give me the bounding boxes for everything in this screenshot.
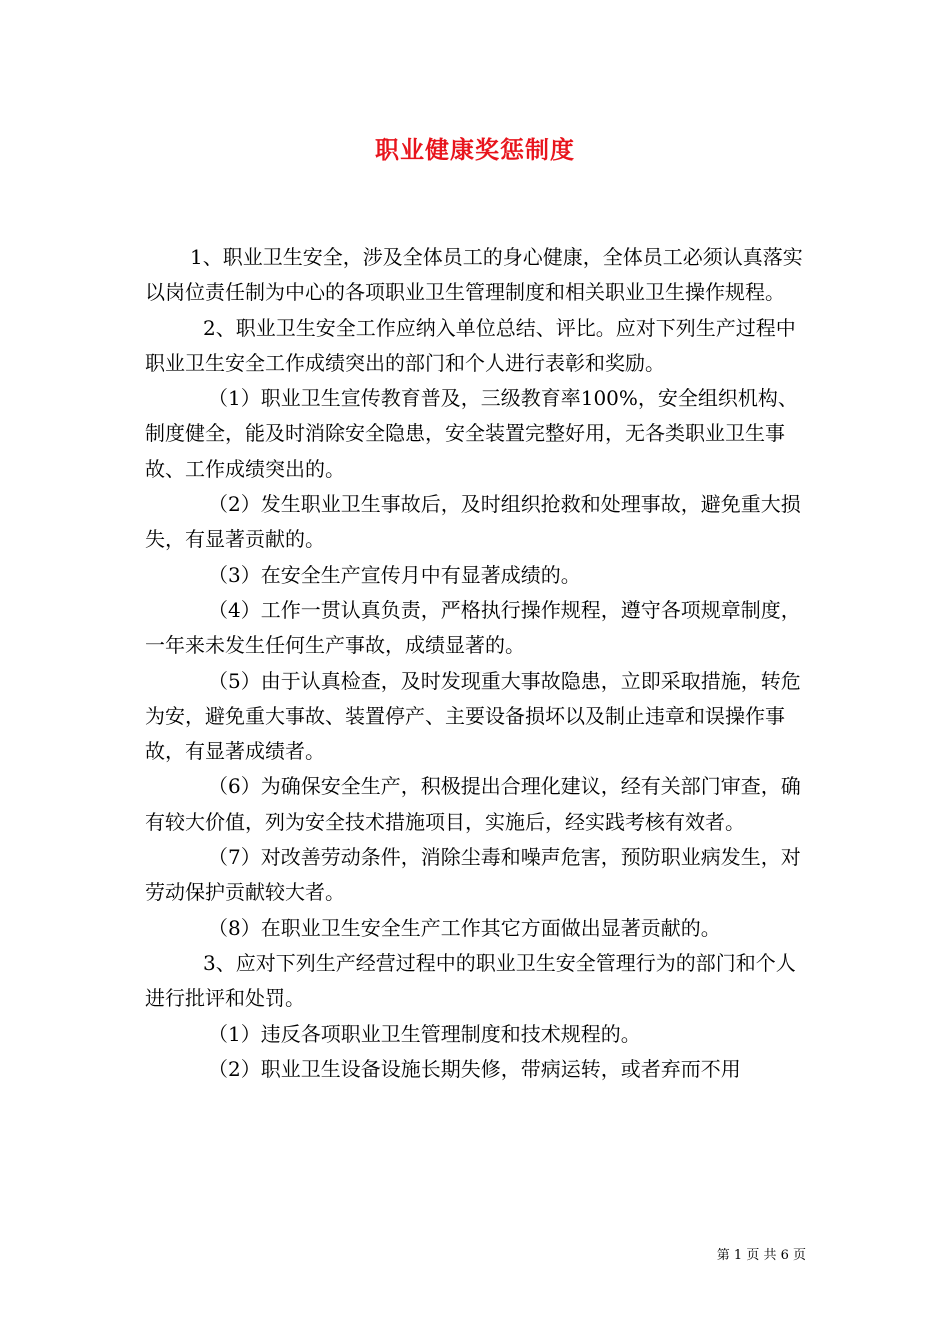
paragraph-3-item-2: （2）职业卫生设备设施长期失修，带病运转，或者弃而不用 (208, 1056, 741, 1081)
paragraph-2-item-8: （8）在职业卫生安全生产工作其它方面做出显著贡献的。 (208, 915, 721, 940)
paragraph-2-item-3: （3）在安全生产宣传月中有显著成绩的。 (208, 562, 581, 587)
paragraph-3: 3、应对下列生产经营过程中的职业卫生安全管理行为的部门和个人进行批评和处罚。 (145, 950, 796, 1011)
paragraph-2: 2、职业卫生安全工作应纳入单位总结、评比。应对下列生产过程中职业卫生安全工作成绩突出的部门和个人进行表彰和奖励。 (145, 315, 796, 375)
paragraph-3-item-1: （1）违反各项职业卫生管理制度和技术规程的。 (208, 1021, 641, 1046)
document-body (145, 240, 807, 1087)
paragraph-2-item-4: （4）工作一贯认真负责，严格执行操作规程，遵守各项规章制度，一年来未发生任何生产事故，成绩显著的。 (145, 597, 801, 658)
paragraph-2-item-5: （5）由于认真检查，及时发现重大事故隐患，立即采取措施，转危为安，避免重大事故、装置停产、主要设备损坏以及制止违章和误操作事故，有显著成绩者。 (145, 668, 801, 764)
document-title: 职业健康奖惩制度 (375, 135, 575, 164)
paragraph-1: 1、职业卫生安全，涉及全体员工的身心健康，全体员工必须认真落实以岗位责任制为中心的各项职业卫生管理制度和相关职业卫生操作规程。 (145, 245, 803, 305)
paragraph-2-item-6: （6）为确保安全生产，积极提出合理化建议，经有关部门审查，确有较大价值，列为安全技术措施项目，实施后，经实践考核有效者。 (145, 774, 801, 834)
paragraph-2-item-2: （2）发生职业卫生事故后，及时组织抢救和处理事故，避免重大损失，有显著贡献的。 (145, 492, 801, 552)
page-number: 第 1 页 共 6 页 (716, 1248, 806, 1263)
paragraph-2-item-1: （1）职业卫生宣传教育普及，三级教育率100%，安全组织机构、制度健全，能及时消除安全隐患，安全装置完整好用，无各类职业卫生事故、工作成绩突出的。 (145, 386, 798, 481)
paragraph-2-item-7: （7）对改善劳动条件，消除尘毒和噪声危害，预防职业病发生，对劳动保护贡献较大者。 (145, 845, 801, 905)
